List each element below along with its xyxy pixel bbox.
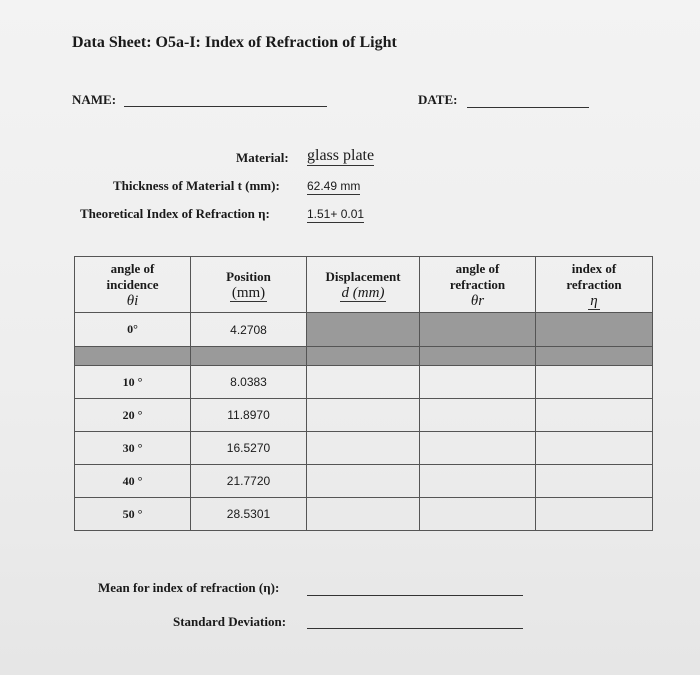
name-label: NAME: — [72, 92, 117, 107]
mean-index-field-line[interactable] — [307, 595, 523, 596]
shaded-separator-row — [75, 347, 653, 366]
std-deviation-field-line[interactable] — [307, 628, 523, 629]
std-deviation-label: Standard Deviation: — [173, 614, 287, 629]
date-field-line[interactable] — [467, 107, 589, 108]
index-cell[interactable] — [536, 366, 653, 399]
displacement-cell[interactable] — [307, 399, 420, 432]
table-row — [75, 465, 653, 498]
theoretical-index-value: 1.51+ 0.01 — [307, 207, 365, 221]
refraction-cell[interactable] — [420, 498, 536, 531]
angle-cell: 10 ° — [75, 366, 191, 399]
refraction-cell[interactable] — [420, 366, 536, 399]
position-cell: 8.0383 — [191, 366, 307, 399]
mean-index-label: Mean for index of refraction (η): — [98, 580, 280, 595]
table-row — [75, 399, 653, 432]
index-cell[interactable] — [536, 432, 653, 465]
header-index-of-refraction: index of refraction η — [536, 257, 653, 313]
table-row — [75, 432, 653, 465]
material-value: glass plate — [307, 147, 375, 164]
index-cell-shaded — [536, 313, 653, 347]
refraction-cell[interactable] — [420, 399, 536, 432]
table-row — [75, 366, 653, 399]
index-cell[interactable] — [536, 465, 653, 498]
theoretical-index-label: Theoretical Index of Refraction η: — [80, 206, 270, 221]
thickness-label: Thickness of Material t (mm): — [113, 178, 280, 193]
displacement-cell[interactable] — [307, 465, 420, 498]
table-header-row — [75, 257, 653, 313]
position-cell: 21.7720 — [191, 465, 307, 498]
displacement-cell[interactable] — [307, 366, 420, 399]
page-title: Data Sheet: O5a-I: Index of Refraction of Light — [72, 34, 397, 51]
displacement-cell[interactable] — [307, 498, 420, 531]
name-field-line[interactable] — [124, 106, 327, 107]
position-cell: 4.2708 — [191, 313, 307, 347]
header-position: Position (mm) — [191, 257, 307, 313]
index-cell[interactable] — [536, 399, 653, 432]
displacement-cell[interactable] — [307, 432, 420, 465]
table-row — [75, 498, 653, 531]
header-displacement: Displacement d (mm) — [307, 257, 420, 313]
position-cell: 28.5301 — [191, 498, 307, 531]
angle-cell: 30 ° — [75, 432, 191, 465]
index-cell[interactable] — [536, 498, 653, 531]
header-angle-of-incidence: angle of incidence θi — [75, 257, 191, 313]
refraction-cell[interactable] — [420, 432, 536, 465]
displacement-cell-shaded — [307, 313, 420, 347]
data-table — [74, 256, 653, 531]
refraction-cell-shaded — [420, 313, 536, 347]
angle-cell: 40 ° — [75, 465, 191, 498]
angle-cell: 0° — [75, 313, 191, 347]
date-label: DATE: — [418, 92, 458, 107]
header-angle-of-refraction: angle of refraction θr — [420, 257, 536, 313]
material-label: Material: — [236, 150, 289, 165]
thickness-value: 62.49 mm — [307, 179, 361, 193]
table-row — [75, 313, 653, 347]
position-cell: 11.8970 — [191, 399, 307, 432]
position-cell: 16.5270 — [191, 432, 307, 465]
refraction-cell[interactable] — [420, 465, 536, 498]
angle-cell: 50 ° — [75, 498, 191, 531]
angle-cell: 20 ° — [75, 399, 191, 432]
